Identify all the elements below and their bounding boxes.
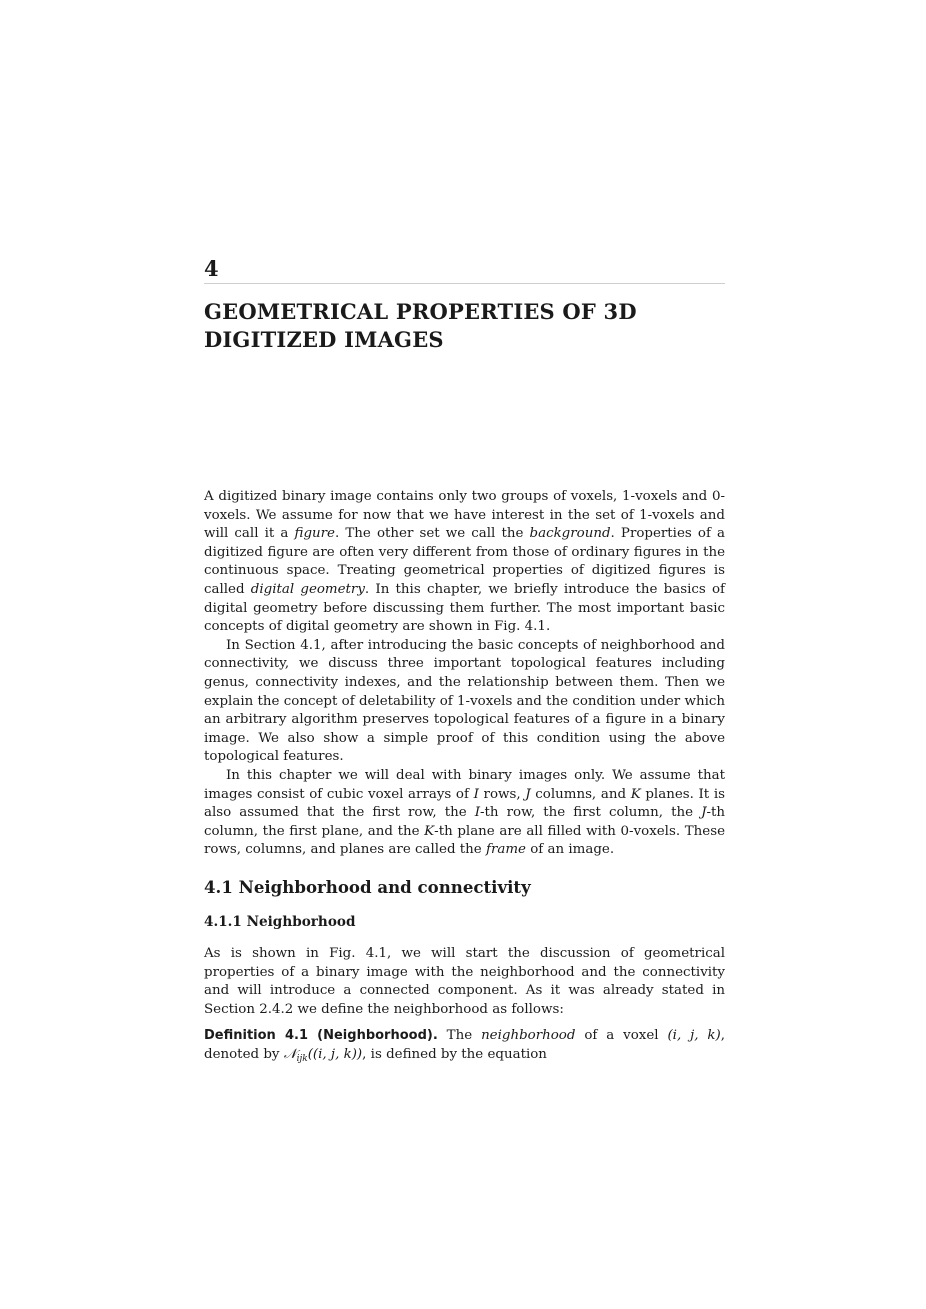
text-run: of a voxel — [575, 1028, 668, 1043]
term-background: background — [529, 526, 611, 542]
math-neighborhood-symbol: 𝒩 — [283, 1046, 297, 1062]
text-run: , denoted by — [204, 1028, 726, 1062]
intro-paragraph-2: In Section 4.1, after introducing the basic concepts of neighborhood and connectivity, we discuss three important topological features including genus, connectivity indexes, and the relationship between them. Then we explain the concept of deletability of 1-voxels and the condition under which an arbitrary algorithm preserves topological features of a figure in a binary image. We also show a simple proof of this condition using the above topological features. — [204, 637, 725, 765]
text-run: . The other set we call the — [334, 526, 530, 542]
term-figure: figure — [294, 526, 335, 542]
chapter-intro — [204, 488, 725, 860]
text-run: . Properties of a digitized figure are often very different from those of ordinary figures in the continuous space. Treating geometrical properties of digitized figures is called — [204, 526, 726, 597]
text-run: The — [437, 1028, 482, 1043]
math-voxel: (i, j, k) — [667, 1028, 721, 1043]
definition-label: Definition 4.1 (Neighborhood). — [204, 1028, 438, 1043]
text-run: rows, — [478, 786, 526, 802]
text-run: In this chapter we will deal with binary images only. We assume that images consist of cubic voxel arrays of — [204, 767, 725, 802]
text-run: A digitized binary image contains only two groups of voxels, 1-voxels and 0-voxels. We assume for now that we have interest in the set of 1-voxels and will call it a — [204, 489, 725, 542]
term-frame: frame — [486, 842, 526, 858]
term-digital-geometry: digital geometry — [250, 581, 365, 597]
text-run: -th plane are all filled with 0-voxels. These rows, columns, and planes are called the — [204, 823, 725, 858]
text-run: -th row, the first column, the — [480, 805, 702, 821]
math-K: K — [424, 823, 435, 839]
math-subscript: ijk — [296, 1053, 308, 1064]
term-neighborhood: neighborhood — [481, 1028, 576, 1043]
chapter-title-line-1: GEOMETRICAL PROPERTIES OF 3D — [204, 299, 637, 324]
section-body — [204, 945, 725, 1019]
section-paragraph-1: As is shown in Fig. 4.1, we will start the discussion of geometrical properties of a binary image with the neighborhood and the connectivity and will introduce a connected component. As it was already stated in Section 2.4.2 we define the neighborhood as follows: — [204, 946, 725, 1017]
text-run: columns, and — [530, 786, 631, 802]
subsection-heading: 4.1.1 Neighborhood — [204, 914, 356, 930]
intro-paragraph-1 — [204, 488, 725, 637]
intro-paragraph-3 — [204, 767, 725, 860]
text-run: planes. It is also assumed that the first row, the — [204, 786, 725, 821]
chapter-title — [204, 298, 725, 354]
math-J: J — [525, 786, 531, 802]
text-run: , is defined by the equation — [362, 1046, 547, 1062]
math-I: I — [473, 786, 479, 802]
definition-4-1 — [204, 1027, 725, 1064]
math-argument: ((i, j, k)) — [307, 1046, 363, 1062]
section-heading: 4.1 Neighborhood and connectivity — [204, 877, 531, 897]
math-J: J — [701, 805, 707, 821]
chapter-rule — [204, 283, 725, 284]
text-run: -th column, the first plane, and the — [204, 805, 725, 839]
math-K: K — [630, 786, 641, 802]
chapter-number: 4 — [204, 256, 219, 281]
text-run: . In this chapter, we briefly introduce the basics of digital geometry before discussing them further. The most important basic concepts of digital geometry are shown in Fig. 4.1. — [204, 581, 725, 635]
text-run: of an image. — [525, 842, 615, 858]
math-I: I — [474, 805, 480, 821]
chapter-title-line-2: DIGITIZED IMAGES — [204, 327, 444, 352]
